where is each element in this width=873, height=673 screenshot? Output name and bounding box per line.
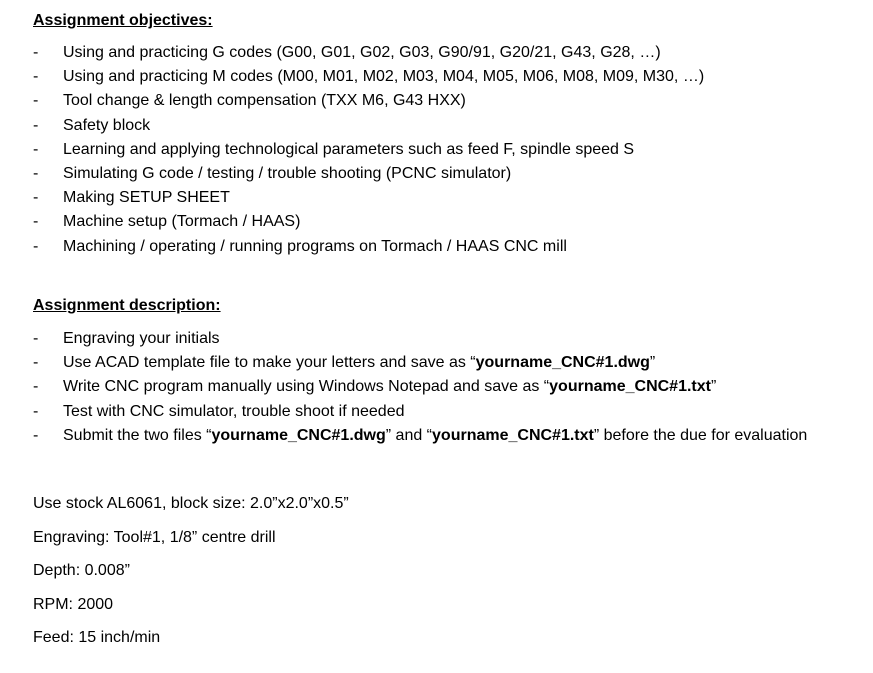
- bullet-dash: -: [33, 164, 39, 182]
- description-text: [63, 351, 655, 375]
- bullet-dash: -: [33, 237, 39, 255]
- text-run: Write CNC program manually using Windows Notepad and save as “: [63, 378, 550, 396]
- text-run: ”: [710, 378, 717, 396]
- objective-text: Using and practicing G codes (G00, G01, G02, G03, G90/91, G20/21, G43, G28, …): [63, 44, 661, 61]
- bullet-dash: -: [33, 426, 39, 444]
- objective-text: Making SETUP SHEET: [63, 189, 230, 207]
- objective-text: Tool change & length compensation (TXX M6, G43 HXX): [63, 92, 466, 110]
- bullet-dash: -: [33, 330, 39, 347]
- bullet-dash: -: [33, 44, 39, 61]
- objective-text: Simulating G code / testing / trouble shooting (PCNC simulator): [63, 164, 512, 182]
- engraving-tool-spec: Engraving: Tool#1, 1/8” centre drill: [33, 529, 276, 546]
- text-run: ” before the due for evaluation: [593, 426, 808, 444]
- stock-spec: Use stock AL6061, block size: 2.0”x2.0”x0.5”: [33, 495, 349, 512]
- bullet-dash: -: [33, 68, 39, 86]
- filename-txt: yourname_CNC#1.txt: [432, 426, 594, 444]
- objective-text: Machine setup (Tormach / HAAS): [63, 213, 301, 231]
- feed-spec: Feed: 15 inch/min: [33, 629, 161, 646]
- filename-txt: yourname_CNC#1.txt: [549, 378, 711, 396]
- objectives-heading: Assignment objectives:: [33, 12, 213, 29]
- objective-text: Safety block: [63, 116, 151, 134]
- bullet-dash: -: [33, 116, 39, 134]
- filename-dwg: yourname_CNC#1.dwg: [211, 426, 386, 444]
- objective-text: Machining / operating / running programs on Tormach / HAAS CNC mill: [63, 237, 567, 255]
- filename-dwg: yourname_CNC#1.dwg: [475, 354, 650, 372]
- bullet-dash: -: [33, 92, 39, 110]
- text-run: ” and “: [385, 426, 433, 444]
- text-run: Use ACAD template file to make your letters and save as “: [63, 354, 476, 372]
- objective-text: Learning and applying technological parameters such as feed F, spindle speed S: [63, 140, 635, 158]
- rpm-spec: RPM: 2000: [33, 596, 114, 613]
- bullet-dash: -: [33, 354, 39, 372]
- description-heading: Assignment description:: [33, 297, 221, 314]
- description-text: Test with CNC simulator, trouble shoot if needed: [63, 402, 405, 420]
- text-run: Submit the two files “: [63, 426, 212, 444]
- description-text: Engraving your initials: [63, 330, 220, 347]
- text-run: ”: [649, 354, 656, 372]
- bullet-dash: -: [33, 189, 39, 207]
- bullet-dash: -: [33, 402, 39, 420]
- description-text: [63, 375, 716, 399]
- description-text: [63, 424, 807, 448]
- objective-text: Using and practicing M codes (M00, M01, M02, M03, M04, M05, M06, M08, M09, M30, …): [63, 68, 705, 86]
- bullet-dash: -: [33, 378, 39, 396]
- bullet-dash: -: [33, 140, 39, 158]
- bullet-dash: -: [33, 213, 39, 231]
- depth-spec: Depth: 0.008”: [33, 562, 130, 579]
